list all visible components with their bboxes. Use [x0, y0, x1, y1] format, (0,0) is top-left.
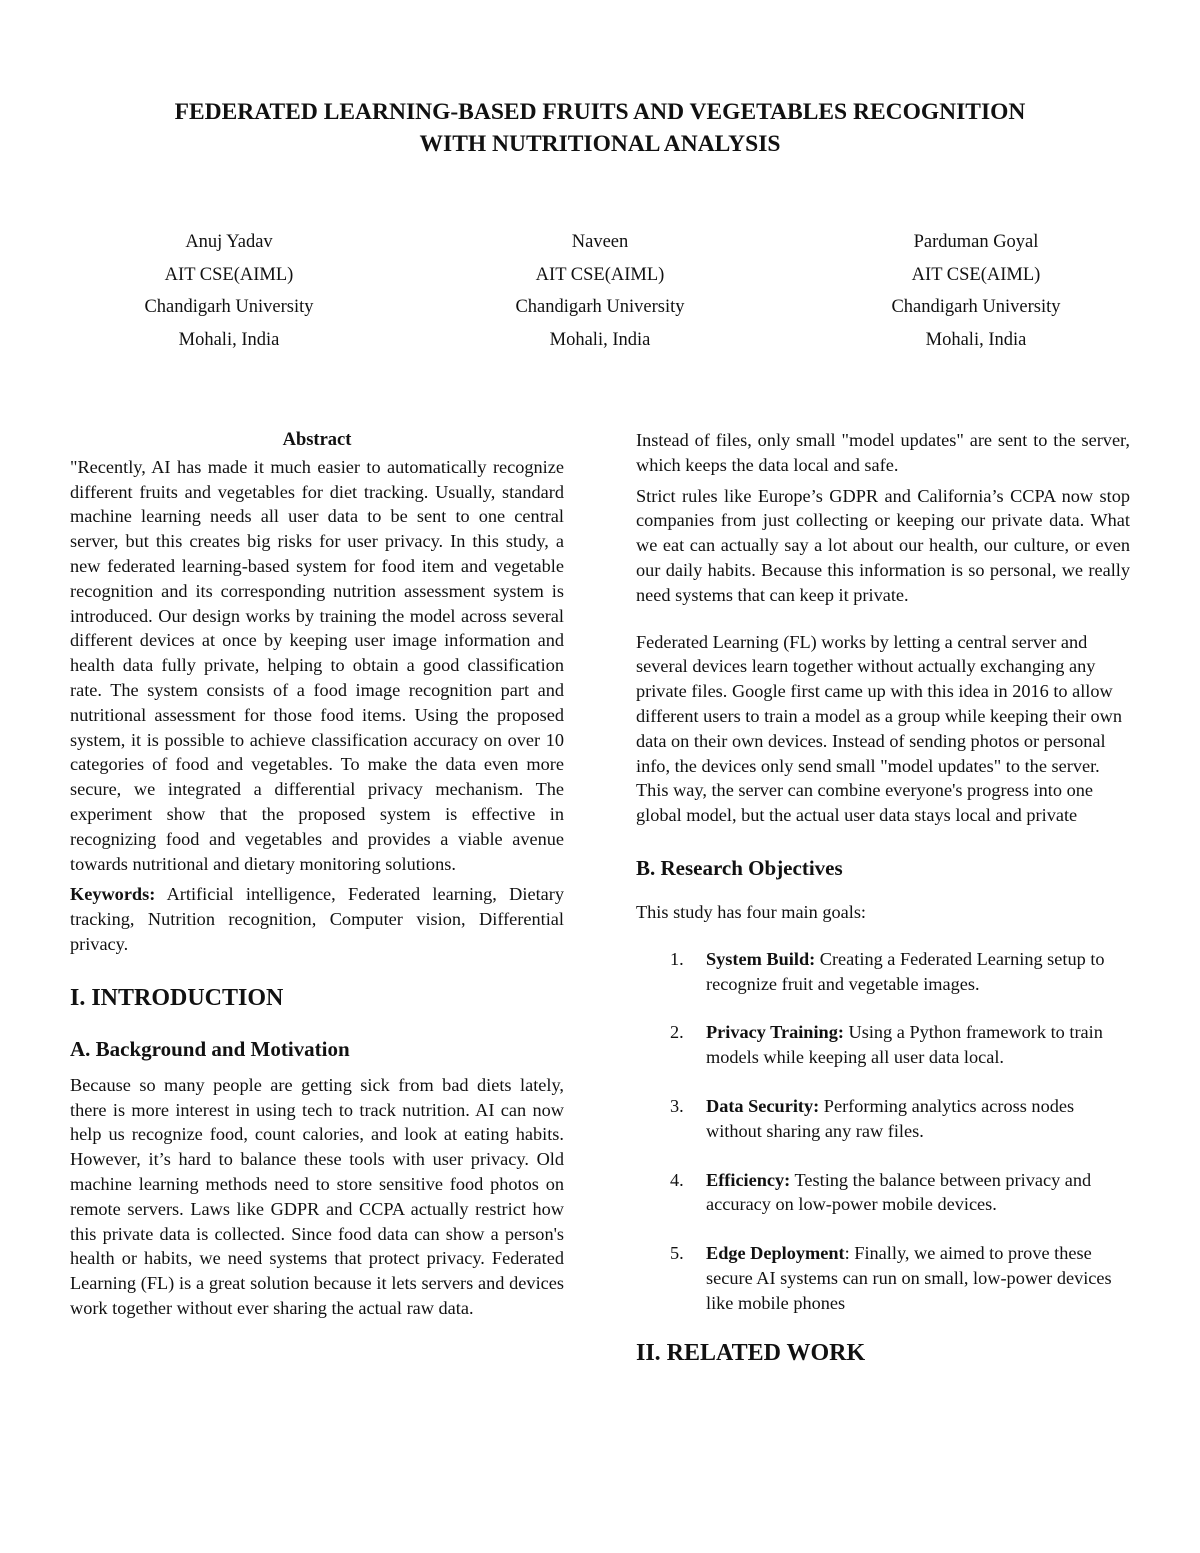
author-location: Mohali, India: [925, 329, 1027, 350]
list-item: [636, 1020, 1130, 1070]
objective-label: Data Security:: [706, 1095, 820, 1116]
privacy-laws-paragraph: Strict rules like Europe’s GDPR and California’s CCPA now stop companies from just collecting or keeping our private data. What we eat can actually say a lot about our health, our culture, or even our daily habits. Because this information is so personal, we really need systems that can keep it private.: [636, 485, 1130, 605]
keywords: [70, 882, 564, 956]
background-paragraph: Because so many people are getting sick from bad diets lately, there is more interest in using tech to track nutrition. AI can now help us recognize food, count calories, and look at eating habits. However, it’s hard to balance these tools with user privacy. Old machine learning methods need to store sensitive food photos on remote servers. Laws like GDPR and CCPA actually restrict how this private data is collected. Since food data can show a person's health or habits, we need systems that protect privacy. Federated Learning (FL) is a great solution because it lets servers and devices work together without ever sharing the actual raw data.: [70, 1074, 564, 1318]
subsection-objectives-heading: B. Research Objectives: [636, 855, 843, 880]
author-block-1: [59, 226, 399, 356]
objective-text: Creating a Federated Learning setup to recognize fruit and vegetable images.: [706, 948, 1105, 994]
abstract-text: "Recently, AI has made it much easier to automatically recognize different fruits and vegetables for diet tracking. Usually, standard machine learning needs all user data to be sent to one central server, but this creates big risks for user privacy. In this study, a new federated learning-based system for food item and vegetable recognition and its corresponding nutrition assessment system is introduced. Our design works by training the model across several different devices at once by keeping user image information and health data fully private, helping to obtain a good classification rate. The system consists of a food image recognition part and nutritional assessment for those food items. Using the proposed system, it is possible to achieve classification accuracy on over 10 categories of food and vegetables. To make the data even more secure, we integrated a differential privacy mechanism. The experiment show that the proposed system is effective in recognizing food and vegetables and provides a viable avenue towards nutritional and dietary monitoring solutions.: [70, 456, 564, 874]
objective-text: : Finally, we aimed to prove these secure AI systems can run on small, low-power devices like mobile phones: [706, 1243, 1112, 1313]
abstract-heading: Abstract: [282, 430, 352, 450]
list-item: [636, 1168, 1130, 1218]
author-dept: AIT CSE(AIML): [164, 264, 294, 285]
author-university: Chandigarh University: [515, 297, 685, 317]
author-name: Anuj Yadav: [185, 232, 273, 252]
list-item: [636, 1241, 1130, 1315]
author-location: Mohali, India: [549, 329, 651, 350]
author-dept: AIT CSE(AIML): [535, 264, 665, 285]
section-related-work-heading: II. RELATED WORK: [636, 1339, 866, 1366]
objective-text: Using a Python framework to train models while keeping all user data local.: [706, 1022, 1103, 1068]
author-block-2: [430, 226, 770, 356]
list-number: 3.: [670, 1095, 684, 1116]
title-line-1: FEDERATED LEARNING-BASED FRUITS AND VEGETABLES RECOGNITION: [174, 99, 1026, 125]
list-number: 1.: [670, 948, 684, 969]
author-university: Chandigarh University: [891, 297, 1061, 317]
objective-label: System Build:: [706, 948, 816, 969]
list-number: 2.: [670, 1022, 684, 1043]
list-number: 4.: [670, 1169, 684, 1190]
paper-title: [60, 96, 1140, 160]
list-number: 5.: [670, 1243, 684, 1264]
federated-learning-paragraph: Federated Learning (FL) works by letting a central server and several devices learn together without actually exchanging any private files. Google first came up with this idea in 2016 to allow different users to train a model as a group while keeping their own data on their own devices. Instead of sending photos or personal info, the devices only send small "model updates" to the server. This way, the server can combine everyone's progress into one global model, but the actual user data stays local and private: [636, 631, 1123, 826]
author-location: Mohali, India: [178, 329, 280, 350]
objective-label: Edge Deployment: [706, 1243, 845, 1264]
author-university: Chandigarh University: [144, 297, 314, 317]
objectives-list: [636, 947, 1130, 1316]
list-item: [636, 947, 1130, 997]
subsection-background-heading: A. Background and Motivation: [70, 1036, 350, 1061]
intro-continued-paragraph: Instead of files, only small "model updates" are sent to the server, which keeps the data local and safe.: [636, 430, 1130, 475]
objectives-intro: This study has four main goals:: [636, 901, 867, 922]
keywords-label: Keywords:: [70, 884, 156, 905]
author-block-3: [806, 226, 1146, 356]
objective-label: Efficiency:: [706, 1169, 791, 1190]
section-introduction-heading: I. INTRODUCTION: [70, 984, 284, 1011]
objective-text: Testing the balance between privacy and accuracy on low-power mobile devices.: [706, 1169, 1092, 1215]
author-dept: AIT CSE(AIML): [911, 264, 1041, 285]
left-column: [70, 428, 564, 1321]
author-name: Parduman Goyal: [913, 232, 1039, 252]
objective-label: Privacy Training:: [706, 1022, 844, 1043]
right-column: [636, 428, 1130, 1368]
objective-text: Performing analytics across nodes without sharing any raw files.: [706, 1095, 1075, 1141]
title-line-2: WITH NUTRITIONAL ANALYSIS: [419, 131, 781, 157]
keywords-list: Artificial intelligence, Federated learning, Dietary tracking, Nutrition recognition, Computer vision, Differential privacy.: [70, 884, 564, 954]
author-name: Naveen: [571, 232, 629, 252]
list-item: [636, 1094, 1130, 1144]
